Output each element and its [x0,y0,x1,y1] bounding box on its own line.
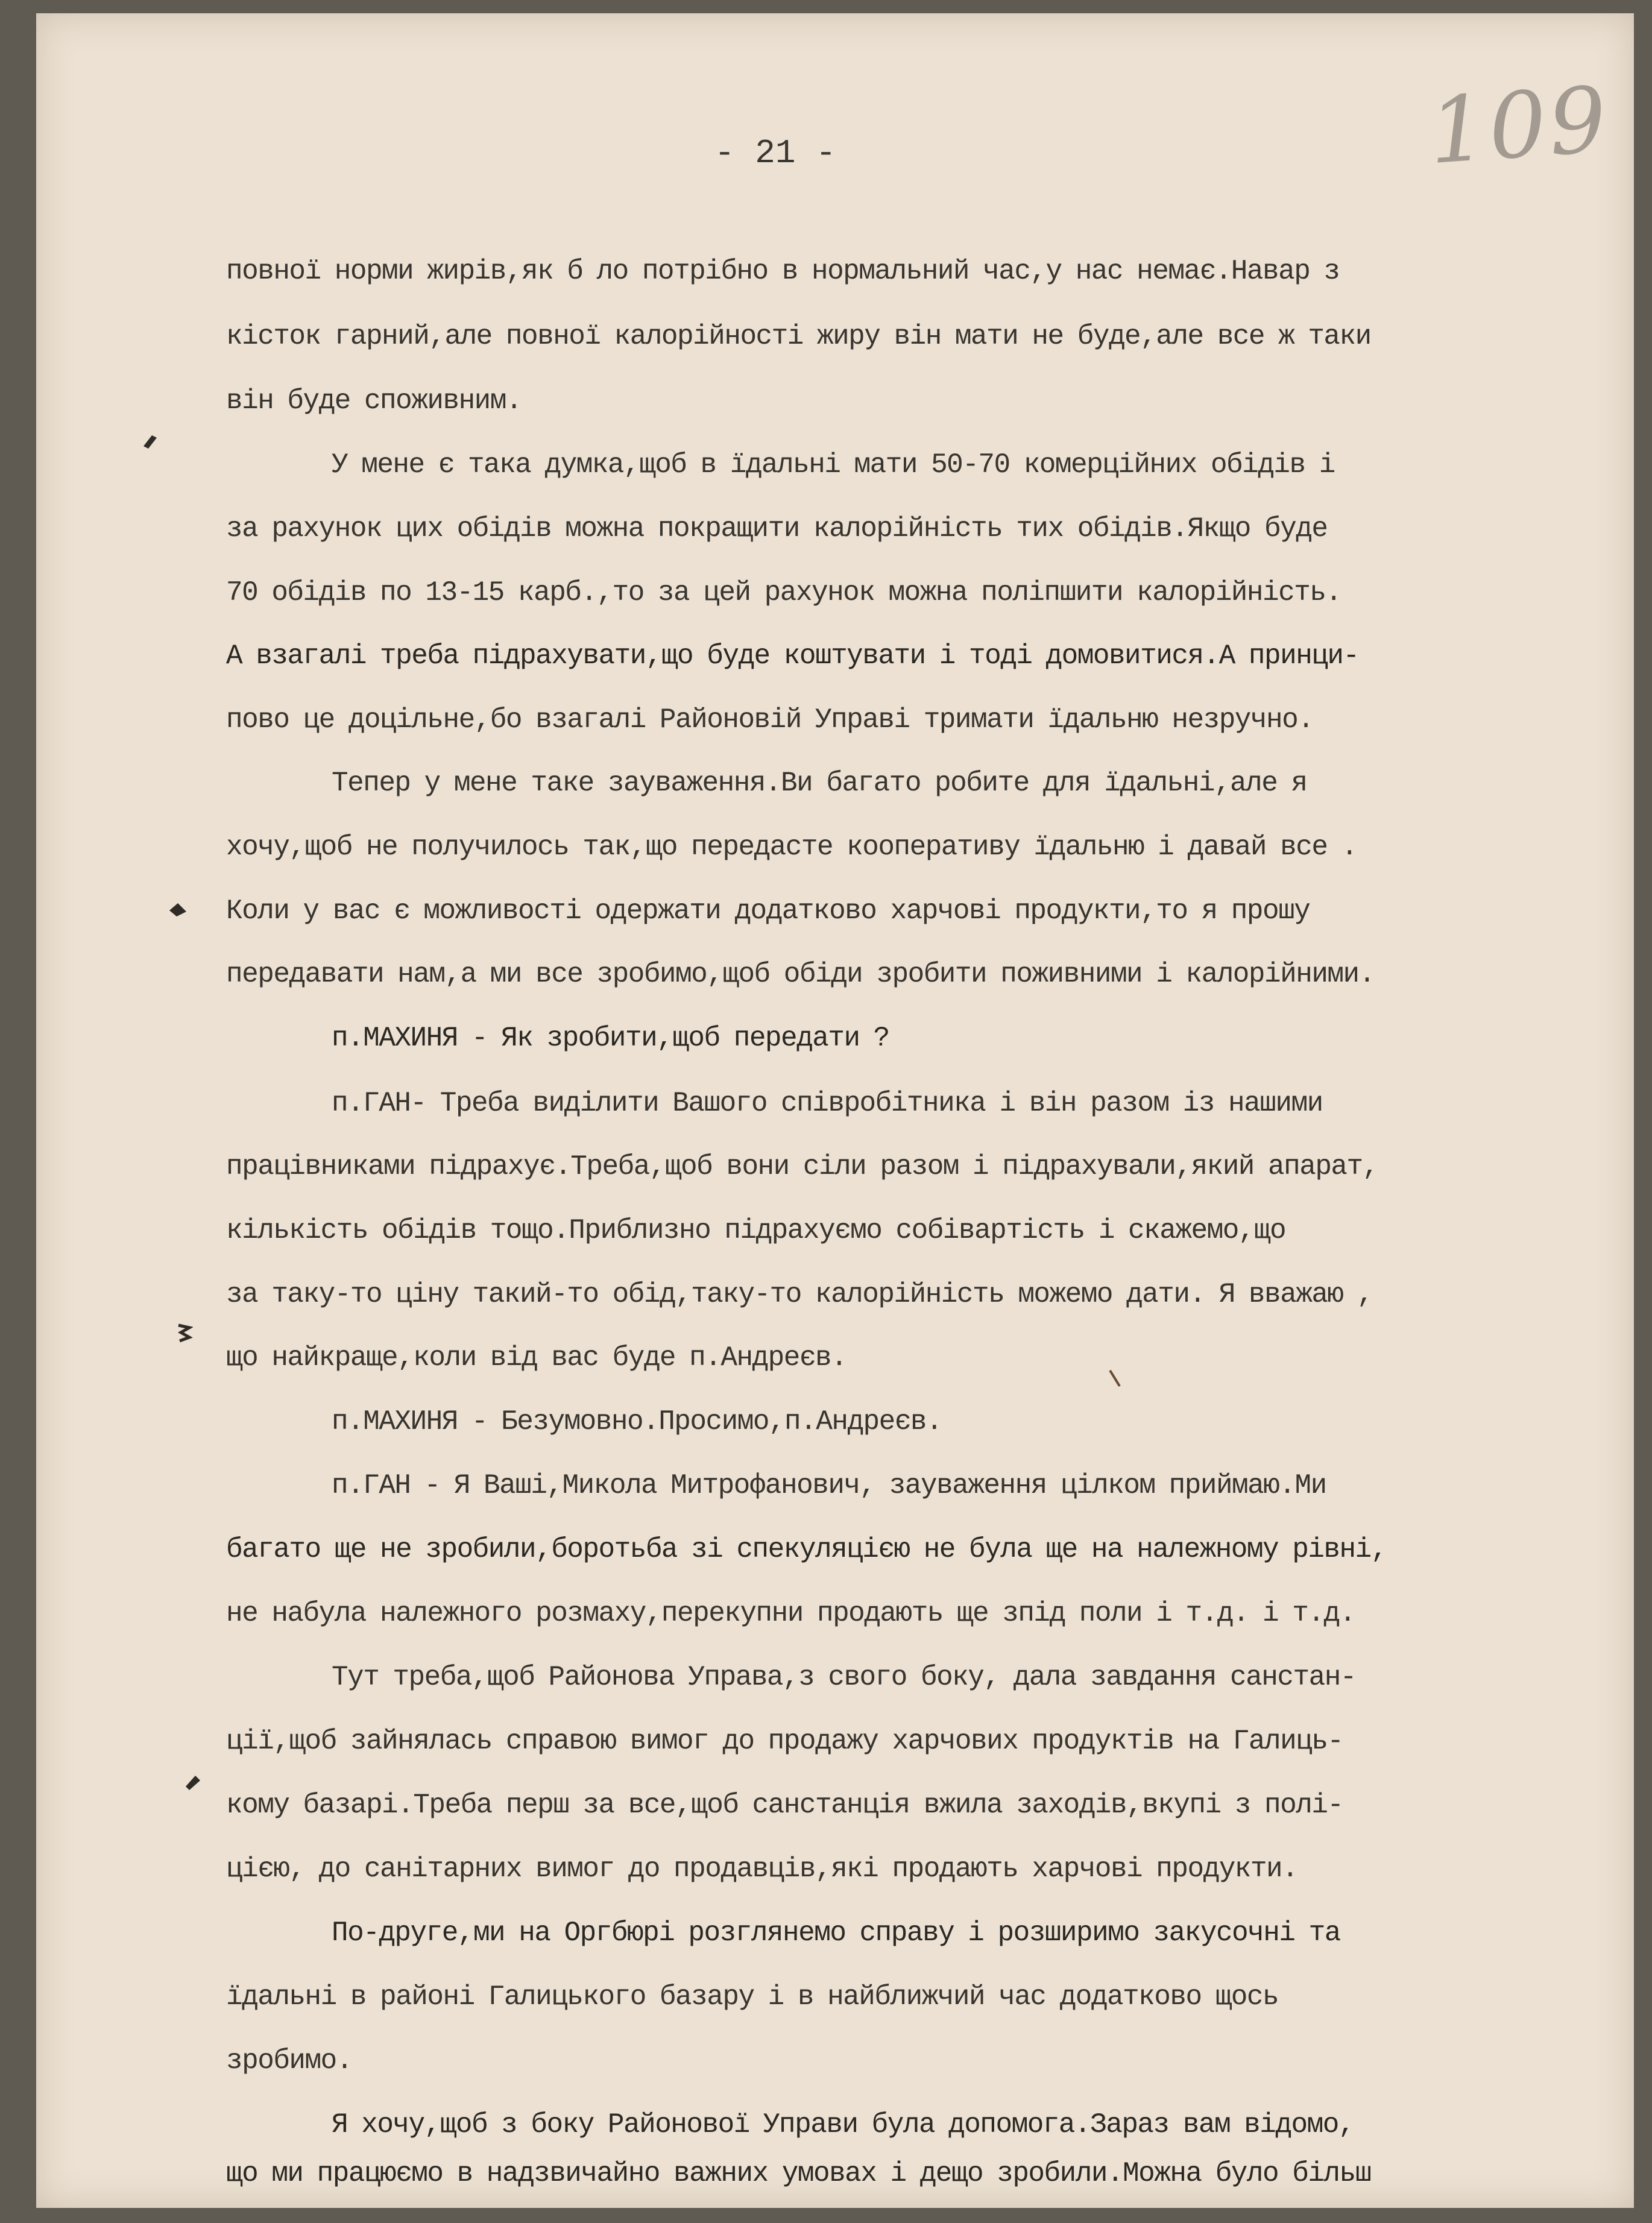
text-line: кісток гарний,але повної калорійності жиру він мати не буде,але все ж таки [226,321,1371,352]
text-line: хочу,щоб не получилось так,що передасте кооперативу їдальню і давай все . [226,831,1357,863]
text-line: зробимо. [226,2045,352,2076]
margin-mark [175,1320,193,1345]
text-line: А взагалі треба підрахувати,що буде коштувати і тоді домовитися.А принци- [226,640,1359,672]
text-line: 70 обідів по 13-15 карб.,то за цей рахунок можна поліпшити калорійність. [226,577,1341,608]
text-line: У мене є така думка,щоб в їдальні мати 50-70 комерційних обідів і [332,449,1335,481]
margin-mark [1106,1367,1124,1391]
text-line: що ми працюємо в надзвичайно важних умовах і дещо зробили.Можна було більш [226,2158,1371,2189]
archive-folio-number: 109 [1425,67,1613,185]
margin-mark [166,898,190,922]
text-line: п.ГАН - Я Ваші,Микола Митрофанович, зауваження цілком приймаю.Ми [332,1470,1326,1501]
margin-mark [139,429,163,453]
text-line: Тут треба,щоб Районова Управа,з свого боку, дала завдання санстан- [332,1662,1356,1693]
text-line: кількість обідів тощо.Приблизно підрахуємо собівартість і скажемо,що [226,1215,1286,1246]
text-line: передавати нам,а ми все зробимо,щоб обіди зробити поживними і калорійними. [226,959,1375,990]
text-line: кому базарі.Треба перш за все,щоб санстанція вжила заходів,вкупі з полі- [226,1789,1343,1821]
text-line: їдальні в районі Галицького базару і в найближчий час додатково щось [226,1981,1279,2013]
text-line: п.МАХИНЯ - Безумовно.Просимо,п.Андреєв. [332,1406,942,1437]
text-line: п.МАХИНЯ - Як зробити,щоб передати ? [332,1023,889,1054]
text-line: п.ГАН- Треба виділити Вашого співробітника і він разом із нашими [332,1088,1323,1119]
text-line: Коли у вас є можливості одержати додатково харчові продукти,то я прошу [226,895,1310,927]
page-number: - 21 - [714,134,836,172]
text-line: Я хочу,щоб з боку Районової Управи була допомога.Зараз вам відомо, [332,2109,1354,2140]
text-line: По-друге,ми на Оргбюрі розглянемо справу і розширимо закусочні та [332,1917,1340,1949]
text-line: що найкраще,коли від вас буде п.Андреєв. [226,1342,847,1373]
text-line: працівниками підрахує.Треба,щоб вони сіли разом і підрахували,який апарат, [226,1151,1378,1182]
text-line: за таку-то ціну такий-то обід,таку-то калорійність можемо дати. Я вважаю , [226,1279,1373,1310]
text-line: повної норми жирів,як б ло потрібно в нормальний час,у нас немає.Навар з [226,256,1340,287]
text-line: за рахунок цих обідів можна покращити калорійність тих обідів.Якщо буде [226,513,1328,544]
text-line: цією, до санітарних вимог до продавців,які продають харчові продукти. [226,1853,1298,1885]
text-line: не набула належного розмаху,перекупни продають ще зпід поли і т.д. і т.д. [226,1598,1355,1629]
text-line: Тепер у мене таке зауваження.Ви багато робите для їдальні,але я [332,768,1307,799]
document-page [36,13,1634,2208]
margin-mark [181,1771,205,1795]
text-line: ції,щоб зайнялась справою вимог до продажу харчових продуктів на Галиць- [226,1726,1343,1757]
text-line: багато ще не зробили,боротьба зі спекуляцією не була ще на належному рівні, [226,1534,1387,1565]
text-line: пово це доцільне,бо взагалі Районовій Управі тримати їдальню незручно. [226,704,1314,736]
text-line: він буде споживним. [226,385,522,417]
